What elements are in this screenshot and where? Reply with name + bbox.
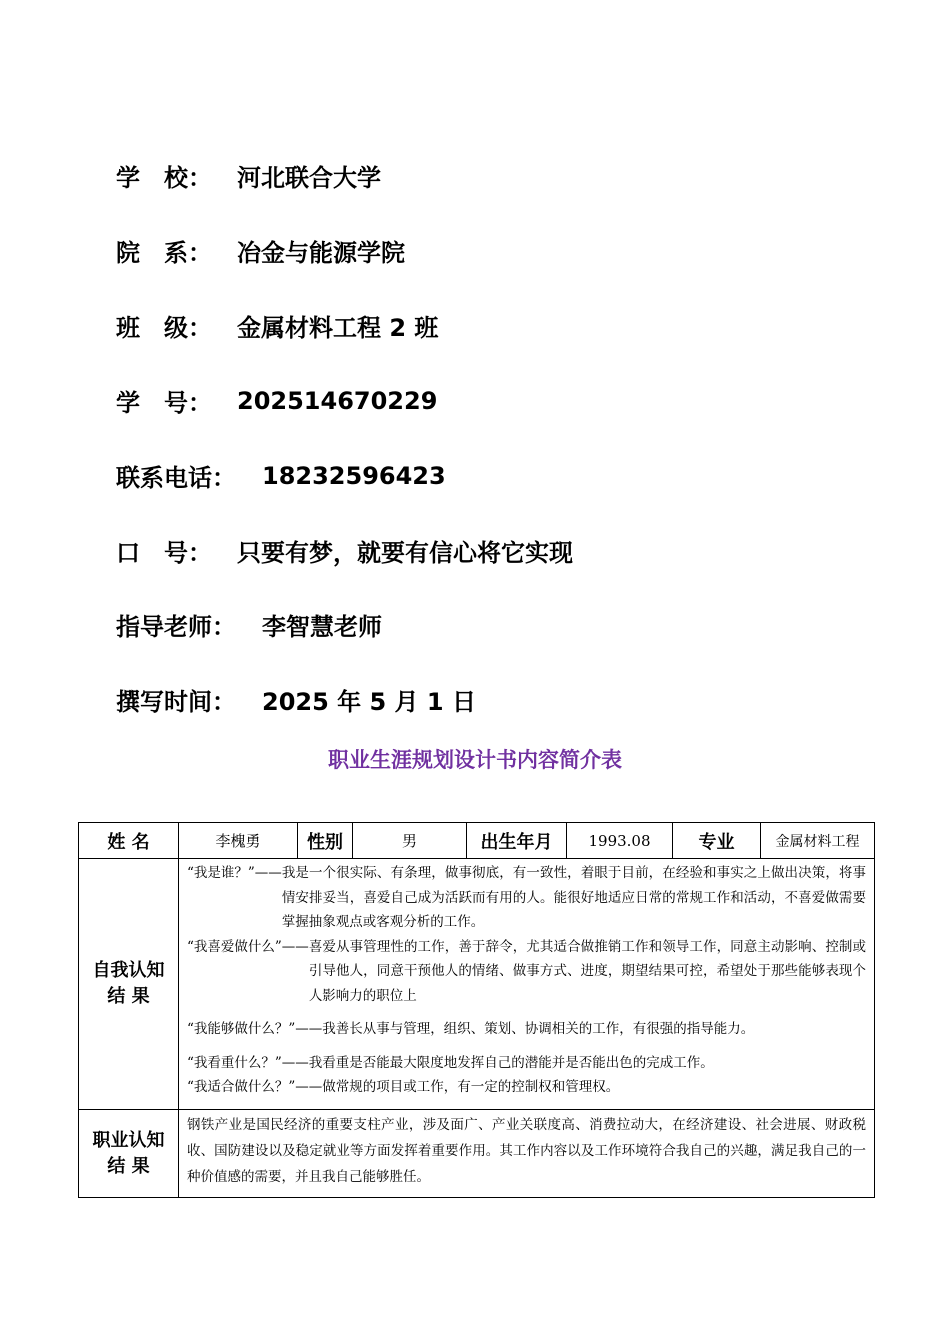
name-value: 李槐勇: [179, 823, 298, 859]
department-value: 冶金与能源学院: [237, 239, 405, 267]
basic-info-row: [79, 823, 875, 859]
career-cognition-content: 钢铁产业是国民经济的重要支柱产业，涉及面广、产业关联度高、消费拉动大，在经济建设、社会进展、财政税收、国防建设以及稳定就业等方面发挥着重要作用。其工作内容以及工作环境符合我自己的兴趣，满足我自己的一种价值感的需要，并且我自己能够胜任。: [179, 1110, 875, 1198]
department-row: [116, 233, 405, 268]
class-label: 班 级：: [116, 314, 212, 342]
self-cognition-label-line1: 自我认知: [92, 960, 165, 981]
career-cognition-label-line2: 结 果: [107, 1155, 150, 1177]
phone-row: [116, 458, 446, 493]
student-id-value: 202514670229: [237, 386, 438, 415]
career-cognition-label-line1: 职业认知: [92, 1129, 165, 1151]
advisor-row: [116, 607, 382, 642]
what-i-like-question: “我喜爱做什么”——: [187, 938, 309, 955]
date-value: 2025 年 5 月 1 日: [262, 688, 476, 716]
major-label: 专业: [673, 823, 761, 859]
student-id-row: [116, 383, 437, 418]
what-i-can-do-paragraph: “我能够做什么？”——我善长从事与管理，组织、策划、协调相关的工作，有很强的指导能力。: [187, 1021, 755, 1037]
date-label: 撰写时间：: [116, 688, 236, 716]
phone-value: 18232596423: [262, 461, 446, 490]
department-label: 院 系：: [116, 239, 212, 267]
name-label: 姓 名: [79, 823, 179, 859]
gender-label: 性别: [298, 823, 353, 859]
slogan-value: 只要有梦，就要有信心将它实现: [237, 539, 573, 567]
advisor-label: 指导老师：: [116, 613, 236, 641]
career-cognition-label: [79, 1110, 179, 1198]
self-cognition-content: [179, 859, 875, 1110]
school-row: [116, 158, 381, 193]
major-value: 金属材料工程: [761, 823, 875, 859]
what-i-value-paragraph: “我看重什么？”——我看重是否能最大限度地发挥自己的潜能并是否能出色的完成工作。: [187, 1054, 714, 1071]
self-cognition-label-line2: 结 果: [107, 986, 150, 1007]
what-suits-me-paragraph: “我适合做什么？”——做常规的项目或工作，有一定的控制权和管理权。: [187, 1079, 620, 1095]
slogan-row: [116, 533, 573, 568]
who-am-i-question: “我是谁？”——: [187, 865, 282, 881]
who-am-i-answer: 我是一个很实际、有条理，做事彻底，有一致性，着眼于目前，在经验和事实之上做出决策，将事情安排妥当，喜爱自己成为活跃而有用的人。能很好地适应日常的常规工作和活动，不喜爱做需要掌握抽象观点或客观分析的工作。: [281, 865, 866, 930]
slogan-label: 口 号：: [116, 539, 212, 567]
self-cognition-label: [79, 859, 179, 1110]
summary-table: [78, 822, 875, 1198]
advisor-value: 李智慧老师: [262, 613, 382, 641]
career-cognition-row: [79, 1110, 875, 1198]
class-value: 金属材料工程 2 班: [237, 314, 439, 342]
gender-value: 男: [353, 823, 467, 859]
birth-label: 出生年月: [467, 823, 567, 859]
class-row: [116, 308, 438, 343]
date-row: [116, 682, 476, 717]
school-label: 学 校：: [116, 164, 212, 192]
student-id-label: 学 号：: [116, 389, 212, 417]
phone-label: 联系电话：: [116, 464, 236, 492]
what-i-like-answer: 喜爱从事管理性的工作，善于辞令，尤其适合做推销工作和领导工作，同意主动影响、控制或引导他人，同意干预他人的情绪、做事方式、进度，期望结果可控，希望处于那些能够表现个人影响力的职位上: [308, 938, 866, 1004]
birth-value: 1993.08: [567, 823, 673, 859]
self-cognition-row: [79, 859, 875, 1110]
what-i-like-paragraph: [187, 935, 866, 1009]
document-title: 职业生涯规划设计书内容简介表: [328, 748, 622, 772]
school-value: 河北联合大学: [237, 164, 381, 192]
who-am-i-paragraph: [187, 861, 866, 935]
